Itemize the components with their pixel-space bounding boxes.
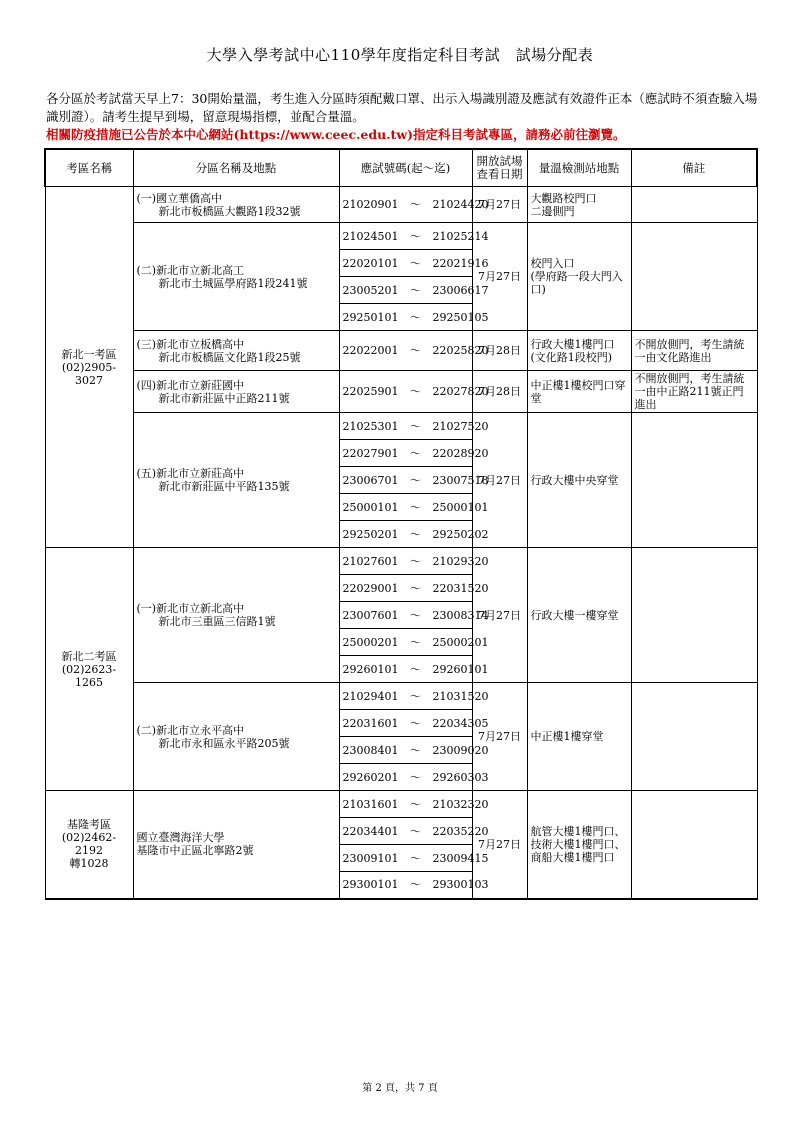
range-start: 29260201 <box>342 770 399 784</box>
header-region: 考區名稱 <box>45 149 133 187</box>
page-footer: 第 2 頁，共 7 頁 <box>362 1083 438 1094</box>
header-range: 應試號碼(起～迄) <box>339 149 472 187</box>
region-name: 基隆考區 <box>67 818 111 832</box>
table-row <box>45 371 757 413</box>
site-name: (一)國立華僑高中 <box>136 191 223 205</box>
site-cell <box>133 791 339 899</box>
site-address: 新北市新莊區中正路211號 <box>158 391 290 405</box>
range-cell <box>339 187 489 223</box>
range-cell <box>339 250 489 277</box>
header-date: 開放試場查看日期 <box>472 149 527 187</box>
range-start: 22027901 <box>342 446 399 460</box>
range-start: 23006701 <box>342 473 399 487</box>
range-separator: ～ <box>410 689 421 703</box>
range-end: 21029320 <box>432 554 489 568</box>
temperature-station-cell: 大觀路校門口 二邊側門 <box>527 187 631 223</box>
range-end: 23009415 <box>432 851 489 865</box>
range-end: 22034305 <box>432 716 489 730</box>
range-cell <box>339 656 489 683</box>
range-start: 25000201 <box>342 635 399 649</box>
temperature-station-cell: 行政大樓中央穿堂 <box>527 413 631 548</box>
range-start: 23005201 <box>342 283 399 297</box>
range-start: 22022001 <box>342 344 399 357</box>
range-cell <box>339 413 489 440</box>
range-start: 22025901 <box>342 385 399 398</box>
range-separator: ～ <box>410 256 421 270</box>
range-cell <box>339 872 489 899</box>
site-name: (二)新北市立新北高工 <box>136 263 245 277</box>
range-start: 21020901 <box>342 198 399 211</box>
table-row <box>45 683 757 710</box>
range-start: 21024501 <box>342 229 399 243</box>
range-separator: ～ <box>410 716 421 730</box>
range-start: 21031601 <box>342 797 399 811</box>
range-end: 21024420 <box>432 198 489 211</box>
range-end: 29250105 <box>432 310 489 324</box>
region-phone: (02)2905-3027 <box>61 360 117 387</box>
range-cell <box>339 223 489 250</box>
region-phone: (02)2623-1265 <box>61 662 117 689</box>
header-note: 備註 <box>631 149 757 187</box>
range-cell <box>339 791 489 818</box>
range-separator: ～ <box>410 310 421 324</box>
site-address: 新北市永和區永平路205號 <box>158 736 290 750</box>
range-start: 29250201 <box>342 527 399 541</box>
range-cell <box>339 440 489 467</box>
table-row <box>45 223 757 250</box>
range-cell <box>339 602 489 629</box>
range-separator: ～ <box>410 608 421 622</box>
region-cell <box>45 187 133 548</box>
date-cell: 7月27日 <box>472 791 527 899</box>
range-start: 29300101 <box>342 878 399 892</box>
site-name: (二)新北市立永平高中 <box>136 723 245 737</box>
range-start: 21029401 <box>342 689 399 703</box>
temperature-station-cell: 中正樓1樓校門口穿堂 <box>527 371 631 413</box>
range-separator: ～ <box>410 344 421 357</box>
allocation-table <box>44 148 758 900</box>
range-end: 22031520 <box>432 581 489 595</box>
range-separator: ～ <box>410 385 421 398</box>
range-separator: ～ <box>410 824 421 838</box>
notice-text: 各分區於考試當天早上7：30開始量溫，考生進入分區時須配戴口罩、出示入場識別證及應試有效證件正本（應試時不須查驗入場識別證）。請考生提早到場，留意現場指標，並配合量溫。 <box>46 91 758 124</box>
site-cell <box>133 223 339 331</box>
site-name: (三)新北市立板橋高中 <box>136 337 245 351</box>
site-address: 新北市板橋區文化路1段25號 <box>158 350 301 364</box>
range-start: 22034401 <box>342 824 399 838</box>
note-cell: 不開放側門，考生請統一由中正路211號正門進出 <box>631 371 757 413</box>
range-end: 23008314 <box>432 608 489 622</box>
table-row <box>45 331 757 371</box>
temperature-station-cell: 航管大樓1樓門口、 技術大樓1樓門口、 商船大樓1樓門口 <box>527 791 631 899</box>
range-end: 29260101 <box>432 662 489 676</box>
range-cell <box>339 548 489 575</box>
range-cell <box>339 683 489 710</box>
notice-alert: 相關防疫措施已公告於本中心網站(https://www.ceec.edu.tw)指定科目考試專區，請務必前往瀏覽。 <box>46 127 626 142</box>
site-name: 國立臺灣海洋大學 <box>136 831 225 845</box>
range-separator: ～ <box>410 851 421 865</box>
date-cell: 7月27日 <box>472 187 527 223</box>
site-address: 新北市土城區學府路1段241號 <box>158 276 308 290</box>
notice <box>46 90 758 144</box>
range-cell <box>339 467 489 494</box>
range-start: 29260101 <box>342 662 399 676</box>
region-name: 新北二考區 <box>61 649 117 663</box>
range-end: 22021916 <box>432 256 489 270</box>
table-row <box>45 548 757 575</box>
header-site: 分區名稱及地點 <box>133 149 339 187</box>
table-row <box>45 791 757 818</box>
site-cell <box>133 683 339 791</box>
site-name: (五)新北市立新莊高中 <box>136 467 245 480</box>
range-cell <box>339 629 489 656</box>
header-temp: 量溫檢測站地點 <box>527 149 631 187</box>
temperature-station-cell: 行政大樓一樓穿堂 <box>527 548 631 683</box>
range-end: 29250202 <box>432 527 489 541</box>
site-address: 新北市三重區三信路1號 <box>158 615 276 628</box>
site-address: 新北市板橋區大觀路1段32號 <box>158 204 301 218</box>
range-separator: ～ <box>410 198 421 211</box>
range-start: 22031601 <box>342 716 399 730</box>
site-cell <box>133 548 339 683</box>
table-row <box>45 413 757 440</box>
range-separator: ～ <box>410 229 421 243</box>
page-title: 大學入學考試中心110學年度指定科目考試 試場分配表 <box>206 46 594 64</box>
date-cell: 7月28日 <box>472 331 527 371</box>
range-start: 22029001 <box>342 581 399 595</box>
date-cell: 7月27日 <box>472 548 527 683</box>
date-cell: 7月28日 <box>472 371 527 413</box>
range-separator: ～ <box>410 662 421 676</box>
note-cell <box>631 223 757 331</box>
range-end: 23007518 <box>432 473 489 487</box>
range-end: 23009020 <box>432 743 489 757</box>
range-end: 21031520 <box>432 689 489 703</box>
site-address: 新北市新莊區中平路135號 <box>158 480 290 493</box>
note-cell <box>631 187 757 223</box>
note-cell <box>631 791 757 899</box>
temperature-station-cell: 中正樓1樓穿堂 <box>527 683 631 791</box>
range-cell <box>339 710 489 737</box>
region-name: 新北一考區 <box>61 347 117 361</box>
range-start: 23009101 <box>342 851 399 865</box>
range-end: 22028920 <box>432 446 489 460</box>
range-cell <box>339 371 489 413</box>
region-cell <box>45 548 133 791</box>
range-end: 22025820 <box>432 344 489 357</box>
site-name: (四)新北市立新莊國中 <box>136 378 245 392</box>
range-end: 29300103 <box>432 878 489 892</box>
table-row <box>45 187 757 223</box>
site-cell <box>133 187 339 223</box>
range-separator: ～ <box>410 554 421 568</box>
range-start: 23007601 <box>342 608 399 622</box>
site-cell <box>133 371 339 413</box>
range-separator: ～ <box>410 878 421 892</box>
range-cell <box>339 737 489 764</box>
range-separator: ～ <box>410 283 421 297</box>
range-separator: ～ <box>410 581 421 595</box>
temperature-station-cell: 行政大樓1樓門口 (文化路1段校門) <box>527 331 631 371</box>
range-end: 25000101 <box>432 500 489 514</box>
range-end: 21027520 <box>432 419 489 433</box>
range-cell <box>339 277 489 304</box>
note-cell <box>631 413 757 548</box>
site-cell <box>133 331 339 371</box>
site-name: (一)新北市立新北高中 <box>136 602 245 615</box>
range-end: 22035220 <box>432 824 489 838</box>
date-cell: 7月27日 <box>472 683 527 791</box>
range-end: 29260303 <box>432 770 489 784</box>
range-start: 23008401 <box>342 743 399 757</box>
range-cell <box>339 818 489 845</box>
note-cell <box>631 548 757 683</box>
range-end: 21025214 <box>432 229 489 243</box>
range-separator: ～ <box>410 743 421 757</box>
range-start: 29250101 <box>342 310 399 324</box>
range-cell <box>339 494 489 521</box>
site-address: 基隆市中正區北寧路2號 <box>136 844 254 858</box>
range-end: 25000201 <box>432 635 489 649</box>
range-end: 22027820 <box>432 385 489 398</box>
region-phone-ext: 轉1028 <box>69 857 109 871</box>
date-cell: 7月27日 <box>472 413 527 548</box>
temperature-station-cell: 校門入口 (學府路一段大門入口) <box>527 223 631 331</box>
range-end: 23006617 <box>432 283 489 297</box>
range-separator: ～ <box>410 635 421 649</box>
range-end: 21032320 <box>432 797 489 811</box>
range-separator: ～ <box>410 527 421 541</box>
range-cell <box>339 575 489 602</box>
range-cell <box>339 304 489 331</box>
note-cell: 不開放側門，考生請統一由文化路進出 <box>631 331 757 371</box>
range-start: 22020101 <box>342 256 399 270</box>
date-cell: 7月27日 <box>472 223 527 331</box>
range-cell <box>339 845 489 872</box>
range-separator: ～ <box>410 446 421 460</box>
range-cell <box>339 331 489 371</box>
range-start: 21025301 <box>342 419 399 433</box>
range-separator: ～ <box>410 419 421 433</box>
range-start: 25000101 <box>342 500 399 514</box>
range-start: 21027601 <box>342 554 399 568</box>
region-phone: (02)2462-2192 <box>61 831 117 858</box>
range-separator: ～ <box>410 770 421 784</box>
range-cell <box>339 764 489 791</box>
region-cell <box>45 791 133 899</box>
range-separator: ～ <box>410 473 421 487</box>
site-cell <box>133 413 339 548</box>
range-separator: ～ <box>410 500 421 514</box>
range-cell <box>339 521 489 548</box>
range-separator: ～ <box>410 797 421 811</box>
note-cell <box>631 683 757 791</box>
